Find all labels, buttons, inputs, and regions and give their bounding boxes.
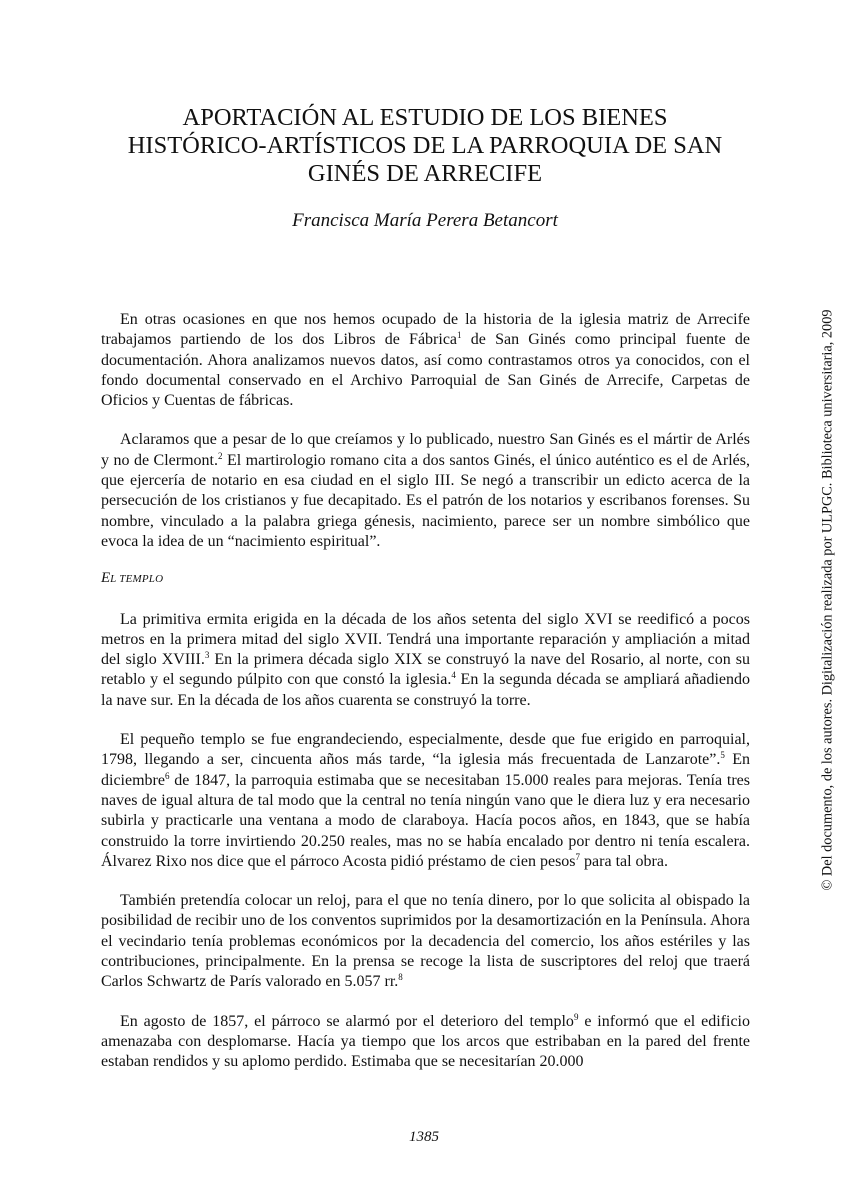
paragraph: En agosto de 1857, el párroco se alarmó por el deterioro del templo$^9$ e informó que el edificio amenazaba con desplomarse. Hacía ya tiempo que los arcos que estribaban en la pared del frente estaban rendidos y su aplomo perdido. Estimaba que se necesitarían 20.000	[101, 1011, 750, 1071]
author-name: Francisca María Perera Betancort	[292, 210, 558, 231]
article-title	[100, 104, 750, 188]
footnote-ref[interactable]: 2	[217, 450, 223, 461]
title-line: HISTÓRICO-ARTÍSTICOS DE LA PARROQUIA DE SAN	[127, 132, 723, 159]
paragraph: La primitiva ermita erigida en la década de los años setenta del siglo XVI se reedificó a pocos metros en la primera mitad del siglo XVII. Tendrá una importante reparación y ampliación a mitad del siglo XVIII.$^3$ En la primera década siglo XIX se construyó la nave del Rosario, al norte, con su retablo y el segundo púlpito con que constó la iglesia.$^4$ En la segunda década se ampliará añadiendo la nave sur. En la década de los años cuarenta se construyó la torre.	[101, 610, 751, 709]
footnote-ref[interactable]: 3	[204, 650, 210, 661]
footnote-ref[interactable]: 1	[457, 330, 462, 341]
footnote-ref[interactable]: 5	[720, 750, 725, 761]
article-body	[101, 310, 750, 1089]
title-line: APORTACIÓN AL ESTUDIO DE LOS BIENES	[182, 104, 668, 131]
footnote-ref[interactable]: 8	[398, 972, 403, 983]
footnote-ref[interactable]: 9	[573, 1011, 579, 1022]
paragraph: El pequeño templo se fue engrandeciendo, especialmente, desde que fue erigido en parroquial, 1798, llegando a ser, cincuenta años más tarde, “la iglesia más frecuentada de Lanzarote”.$^5$ En diciembre$^6$ de 1847, la parroquia estimaba que se necesitaban 15.000 reales para mejoras. Tenía tres naves de igual altura de tal modo que la central no tenía ningún vano que le diera luz y era necesario subirla y practicarle una ventana a modo de claraboya. Hacía pocos años, en 1843, que se había construido la torre invirtiendo 20.250 reales, mas no se había encalado por dentro ni tenía escalera. Álvarez Rixo nos dice que el párroco Acosta pidió préstamo de cien pesos$^7$ para tal obra.	[101, 731, 750, 870]
paragraph: En otras ocasiones en que nos hemos ocupado de la historia de la iglesia matriz de Arrecife trabajamos partiendo de los dos Libros de Fábrica$^1$ de San Ginés como principal fuente de documentación. Ahora analizamos nuevos datos, así como contrastamos otros ya conocidos, con el fondo documental conservado en el Archivo Parroquial de San Ginés de Arrecife, Carpetas de Oficios y Cuentas de fábricas.	[101, 311, 751, 410]
footnote-ref[interactable]: 7	[575, 851, 581, 862]
copyright-text: © Del documento, de los autores. Digitalización realizada por ULPGC. Biblioteca universitaria, 2009	[819, 309, 836, 891]
page-number: 1385	[409, 1129, 439, 1145]
section-heading: EL TEMPLO	[101, 570, 164, 587]
paragraph: Aclaramos que a pesar de lo que creíamos y lo publicado, nuestro San Ginés es el mártir de Arlés y no de Clermont.$^2$ El martirologio romano cita a dos santos Ginés, el único auténtico es el de Arlés, que ejercería de notario en esa ciudad en el siglo III. Se negó a transcribir un edicto acerca de la persecución de los cristianos y fue decapitado. Es el patrón de los notarios y escribanos forenses. Su nombre, vinculado a la palabra griega génesis, nacimiento, parece ser un nombre simbólico que evoca la idea de un “nacimiento espiritual”.	[101, 431, 750, 550]
title-line: GINÉS DE ARRECIFE	[307, 160, 543, 187]
footnote-ref[interactable]: 6	[164, 770, 170, 781]
paragraph: También pretendía colocar un reloj, para el que no tenía dinero, por lo que solicita al obispado la posibilidad de recibir uno de los conventos suprimidos por la desamortización en la Península. Ahora el vecindario tenía problemas económicos por la decadencia del comercio, los años estériles y las contribuciones, principalmente. En la prensa se recoge la lista de suscriptores del reloj que traerá Carlos Schwartz de París valorado en 5.057 rr.$^8$	[101, 892, 750, 991]
footnote-ref[interactable]: 4	[451, 670, 456, 681]
